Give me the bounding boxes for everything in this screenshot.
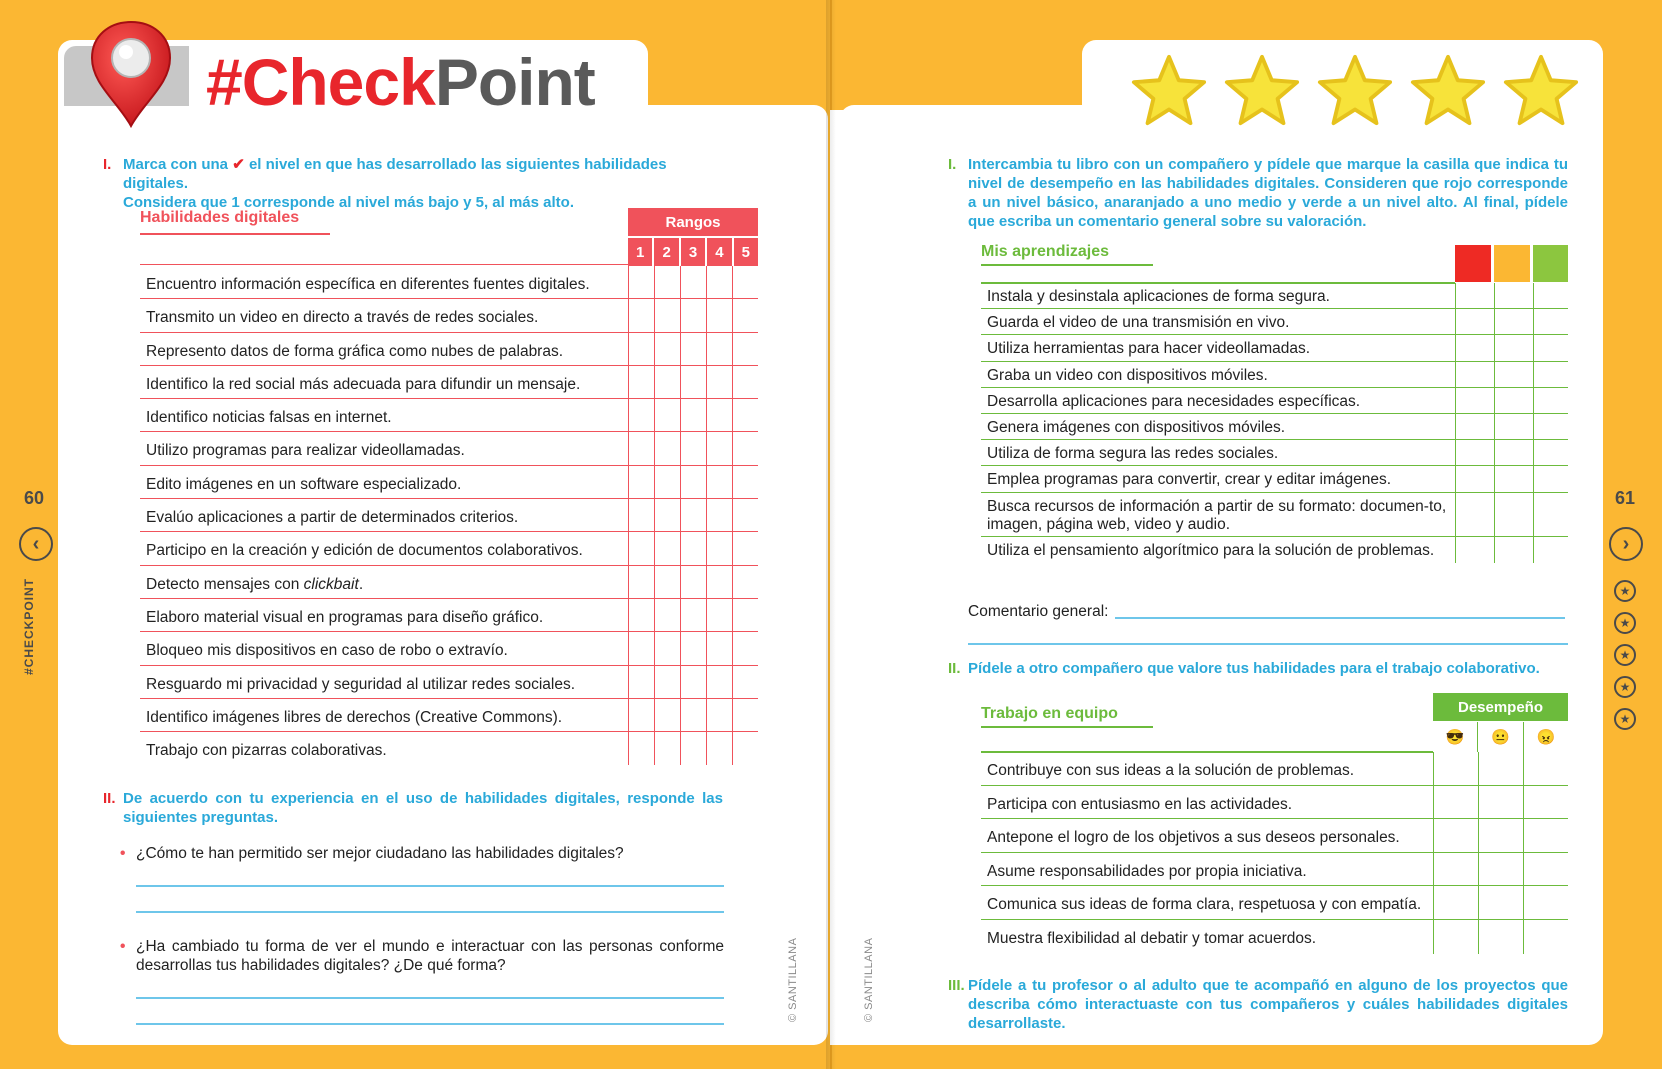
section-number: III. (948, 977, 965, 994)
rating-cell[interactable] (1455, 440, 1494, 465)
star-circle-icon[interactable]: ★ (1614, 708, 1636, 730)
rating-cell[interactable] (706, 666, 732, 698)
rating-cell[interactable] (732, 699, 758, 731)
question-2: • ¿Ha cambiado tu forma de ver el mundo e interactuar con las personas conforme desarrollas tus habilidades digitales? ¿De qué forma? (120, 938, 724, 974)
range-numbers-row (628, 238, 758, 266)
section-number: II. (948, 660, 961, 677)
rating-cell[interactable] (680, 699, 706, 731)
inner-page-edge (830, 110, 905, 1045)
next-page-button[interactable] (1609, 527, 1643, 561)
rating-cell[interactable] (1455, 388, 1494, 413)
rating-cell[interactable] (1533, 388, 1568, 413)
rating-cell[interactable] (1478, 920, 1523, 954)
skill-text: Represento datos de forma gráfica como nubes de palabras. (146, 342, 564, 360)
level-orange-box (1494, 245, 1530, 282)
rating-cell[interactable] (1494, 493, 1533, 536)
range-number: 5 (732, 238, 758, 266)
page-number-right: 61 (1615, 488, 1636, 508)
rating-cell[interactable] (1523, 853, 1568, 886)
rangos-header: Rangos (628, 208, 758, 236)
table-row (981, 283, 1568, 309)
table-row (981, 309, 1568, 335)
rating-cell[interactable] (706, 532, 732, 564)
star-circle-icon[interactable]: ★ (1614, 676, 1636, 698)
rating-cell[interactable] (628, 366, 654, 398)
rating-cell[interactable] (1523, 886, 1568, 919)
range-number: 1 (636, 243, 645, 261)
answer-line[interactable] (136, 1023, 724, 1025)
skills-table (140, 266, 758, 765)
table-header-label: Habilidades digitales (140, 209, 300, 226)
level-red-box (1455, 245, 1491, 282)
rating-cell[interactable] (654, 632, 680, 664)
skill-text: Desarrolla aplicaciones para necesidades específicas. (987, 392, 1361, 410)
rating-cell[interactable] (706, 333, 732, 365)
table-row (140, 632, 758, 665)
rating-cell[interactable] (732, 666, 758, 698)
rating-cell[interactable] (680, 299, 706, 331)
rating-cell[interactable] (654, 333, 680, 365)
rating-cell[interactable] (680, 432, 706, 464)
rating-cell[interactable] (706, 499, 732, 531)
rating-cell[interactable] (1433, 920, 1478, 954)
rating-cell[interactable] (706, 599, 732, 631)
rating-cell[interactable] (1494, 414, 1533, 439)
table-row (140, 399, 758, 432)
right-section-1-instructions: I. Intercambia tu libro con un compañero y pídele que marque la casilla que indica tu nivel de desempeño en las habilidades digitales. Consideren que rojo corresponde a un nivel básico, anaranjado a uno medio y verde a un nivel alto. Al final, pídele que escriba un comentario general sobre su valoración. (948, 156, 1568, 230)
table-row (140, 699, 758, 732)
rating-cell[interactable] (706, 632, 732, 664)
rating-cell[interactable] (732, 566, 758, 598)
rating-cell[interactable] (1433, 752, 1478, 785)
table-row (981, 466, 1568, 492)
right-section-2-instructions: II. Pídele a otro compañero que valore tus habilidades para el trabajo colaborativo. (948, 660, 1540, 677)
rating-cell[interactable] (1478, 752, 1523, 785)
star-icon (1409, 52, 1487, 128)
skill-text: Transmito un video en directo a través de redes sociales. (146, 309, 539, 327)
range-number: 2 (652, 238, 678, 266)
rating-cell[interactable] (1433, 886, 1478, 919)
level-green-box (1533, 245, 1568, 282)
rating-cell[interactable] (654, 432, 680, 464)
checkmark-icon: ✔ (232, 156, 245, 173)
rating-cell[interactable] (628, 333, 654, 365)
question-1: • ¿Cómo te han permitido ser mejor ciudadano las habilidades digitales? (120, 845, 624, 862)
rating-cell[interactable] (680, 366, 706, 398)
rating-cell[interactable] (654, 732, 680, 765)
rating-cell[interactable] (628, 299, 654, 331)
skill-text: Genera imágenes con dispositivos móviles. (987, 418, 1286, 436)
rating-cell[interactable] (1455, 335, 1494, 360)
rating-cell[interactable] (1533, 440, 1568, 465)
skill-text: Elaboro material visual en programas para diseño gráfico. (146, 608, 544, 626)
rating-cell[interactable] (732, 432, 758, 464)
table-row (140, 333, 758, 366)
section-number: II. (103, 790, 116, 807)
answer-line[interactable] (136, 885, 724, 887)
rating-cell[interactable] (628, 499, 654, 531)
rating-cell[interactable] (628, 532, 654, 564)
left-section-1-instructions: I. Marca con una ✔ el nivel en que has desarrollado las siguientes habilidades digitales. Considera que 1 corresponde al nivel más bajo y 5, al más alto. (103, 156, 667, 211)
table-row (981, 440, 1568, 466)
rating-cell[interactable] (1494, 283, 1533, 308)
rating-cell[interactable] (1533, 309, 1568, 334)
skill-text: Utilizo programas para realizar videollamadas. (146, 442, 465, 460)
rating-cell[interactable] (680, 466, 706, 498)
rating-cell[interactable] (654, 499, 680, 531)
skill-text: Instala y desinstala aplicaciones de forma segura. (987, 288, 1330, 305)
rating-cell[interactable] (654, 666, 680, 698)
skill-text: Resguardo mi privacidad y seguridad al utilizar redes sociales. (146, 675, 576, 693)
table-row (140, 466, 758, 499)
rating-cell[interactable] (1523, 786, 1568, 819)
rating-cell[interactable] (732, 532, 758, 564)
header-underline (981, 726, 1153, 728)
rating-cell[interactable] (1494, 362, 1533, 387)
publisher-credit-left: © SANTILLANA (787, 937, 799, 1022)
angry-face-icon: 😠 (1523, 722, 1568, 752)
rating-cell[interactable] (628, 699, 654, 731)
star-circle-icon[interactable]: ★ (1614, 612, 1636, 634)
comment-line[interactable] (1115, 617, 1565, 619)
section-number: I. (103, 156, 112, 173)
rating-cell[interactable] (1494, 309, 1533, 334)
rating-cell[interactable] (1533, 493, 1568, 536)
section-number: I. (948, 156, 957, 173)
rating-cell[interactable] (1523, 920, 1568, 954)
rating-cell[interactable] (1533, 414, 1568, 439)
rating-cell[interactable] (1478, 819, 1523, 852)
rating-cell[interactable] (732, 466, 758, 498)
rating-cell[interactable] (680, 599, 706, 631)
table-row (140, 499, 758, 532)
rating-cell[interactable] (706, 366, 732, 398)
rating-cell[interactable] (732, 399, 758, 431)
rating-cell[interactable] (680, 666, 706, 698)
table-row (981, 537, 1568, 563)
rating-cell[interactable] (1455, 466, 1494, 491)
rating-cell[interactable] (628, 266, 654, 298)
left-section-2-instructions: II. De acuerdo con tu experiencia en el uso de habilidades digitales, responde las siguientes preguntas. (103, 790, 723, 826)
rating-cell[interactable] (1455, 493, 1494, 536)
rating-cell[interactable] (680, 732, 706, 765)
rating-cell[interactable] (1455, 283, 1494, 308)
behavior-text: Antepone el logro de los objetivos a sus deseos personales. (987, 829, 1400, 847)
skill-text: Graba un video con dispositivos móviles. (987, 366, 1268, 384)
skill-text: Utiliza de forma segura las redes sociales. (987, 445, 1279, 463)
rating-cell[interactable] (680, 632, 706, 664)
rating-cell[interactable] (732, 499, 758, 531)
publisher-credit-right: © SANTILLANA (863, 937, 875, 1022)
range-number: 3 (679, 238, 705, 266)
behavior-text: Participa con entusiasmo en las actividades. (987, 795, 1292, 813)
table-row (140, 566, 758, 599)
table-row (981, 388, 1568, 414)
table-row (981, 752, 1568, 786)
table-row (981, 493, 1568, 537)
comment-line[interactable] (968, 643, 1568, 645)
rating-cell[interactable] (732, 632, 758, 664)
rating-cell[interactable] (1533, 283, 1568, 308)
skill-text: Utiliza herramientas para hacer videollamadas. (987, 340, 1311, 358)
rating-cell[interactable] (1494, 440, 1533, 465)
skill-text: Emplea programas para convertir, crear y editar imágenes. (987, 471, 1392, 489)
rating-cell[interactable] (1523, 752, 1568, 785)
skill-text: Detecto mensajes con clickbait. (146, 575, 364, 593)
skill-text: Identifico imágenes libres de derechos (Creative Commons). (146, 708, 563, 726)
star-icon (1502, 52, 1580, 128)
rating-cell[interactable] (654, 266, 680, 298)
skill-text: Identifico la red social más adecuada para difundir un mensaje. (146, 375, 581, 393)
rating-cell[interactable] (1494, 466, 1533, 491)
rating-cell[interactable] (732, 366, 758, 398)
trabajo-en-equipo-label: Trabajo en equipo (981, 705, 1118, 722)
table-row (140, 599, 758, 632)
rating-cell[interactable] (1533, 466, 1568, 491)
rating-cell[interactable] (680, 333, 706, 365)
header-underline (140, 233, 330, 235)
trabajo-en-equipo-table (981, 752, 1568, 954)
behavior-text: Asume responsabilidades por propia iniciativa. (987, 862, 1307, 880)
rating-cell[interactable] (1433, 819, 1478, 852)
skill-text: Edito imágenes en un software especializado. (146, 475, 462, 493)
rating-cell[interactable] (654, 599, 680, 631)
table-row (981, 786, 1568, 820)
skill-text: Evalúo aplicaciones a partir de determinados criterios. (146, 509, 519, 527)
rating-cell[interactable] (706, 466, 732, 498)
emoji-rating-row (1433, 722, 1568, 752)
answer-line[interactable] (136, 997, 724, 999)
behavior-text: Muestra flexibilidad al debatir y tomar acuerdos. (987, 929, 1317, 947)
rating-cell[interactable] (654, 466, 680, 498)
rating-cell[interactable] (680, 499, 706, 531)
rating-cell[interactable] (1455, 362, 1494, 387)
header-underline (981, 264, 1153, 266)
skill-text: Bloqueo mis dispositivos en caso de robo o extravío. (146, 642, 508, 660)
rating-cell[interactable] (628, 666, 654, 698)
table-row (140, 666, 758, 699)
rating-cell[interactable] (1523, 819, 1568, 852)
table-row (140, 266, 758, 299)
right-section-3-instructions: III. Pídele a tu profesor o al adulto que te acompañó en alguno de los proyectos que describa cómo interactuaste con tus compañeros y cuáles habilidades digitales desarrollaste. (948, 977, 1568, 1032)
star-icon (1223, 52, 1301, 128)
rating-cell[interactable] (628, 432, 654, 464)
rating-cell[interactable] (654, 299, 680, 331)
table-row (981, 920, 1568, 954)
desempeno-header: Desempeño (1433, 693, 1568, 721)
mis-aprendizajes-label: Mis aprendizajes (981, 243, 1110, 260)
rating-cell[interactable] (654, 399, 680, 431)
cool-face-icon: 😎 (1445, 729, 1465, 746)
rating-cell[interactable] (1478, 886, 1523, 919)
table-row (981, 819, 1568, 853)
rating-cell[interactable] (680, 566, 706, 598)
rating-cell[interactable] (628, 599, 654, 631)
rating-cell[interactable] (1455, 309, 1494, 334)
rating-cell[interactable] (732, 299, 758, 331)
skill-text: Trabajo con pizarras colaborativas. (146, 742, 387, 760)
star-icon (1316, 52, 1394, 128)
rating-cell[interactable] (1533, 362, 1568, 387)
rating-cell[interactable] (706, 699, 732, 731)
star-circle-icon[interactable]: ★ (1614, 580, 1636, 602)
skill-text: Busca recursos de información a partir de su formato: documen-to, imagen, página web, video y audio. (987, 497, 1447, 533)
rating-cell[interactable] (680, 266, 706, 298)
table-row (140, 366, 758, 399)
rating-cell[interactable] (1494, 537, 1533, 563)
range-number: 4 (705, 238, 731, 266)
table-row (140, 432, 758, 465)
rating-cell[interactable] (654, 699, 680, 731)
rating-cell[interactable] (654, 532, 680, 564)
table-row (981, 853, 1568, 887)
page-number-left: 60 (24, 488, 45, 508)
rating-cell[interactable] (1494, 335, 1533, 360)
side-star-nav (1614, 580, 1638, 740)
comment-label: Comentario general: (968, 603, 1109, 620)
gutter-shadow (826, 0, 836, 1069)
rating-cell[interactable] (732, 266, 758, 298)
chevron-right-icon: › (1622, 532, 1630, 555)
table-row (140, 732, 758, 765)
table-row (140, 299, 758, 332)
rating-cell[interactable] (706, 432, 732, 464)
rating-cell[interactable] (628, 632, 654, 664)
rating-cell[interactable] (732, 732, 758, 765)
skill-text: Guarda el video de una transmisión en vivo. (987, 314, 1290, 332)
header-divider (140, 264, 630, 265)
table-row (140, 532, 758, 565)
rating-cell[interactable] (1478, 786, 1523, 819)
rating-cell[interactable] (732, 333, 758, 365)
skill-text: Identifico noticias falsas en internet. (146, 409, 392, 427)
behavior-text: Comunica sus ideas de forma clara, respetuosa y con empatía. (987, 896, 1422, 914)
rating-cell[interactable] (654, 566, 680, 598)
chevron-left-icon: ‹ (32, 532, 40, 555)
rating-cell[interactable] (706, 266, 732, 298)
table-row (981, 362, 1568, 388)
rating-cell[interactable] (1478, 853, 1523, 886)
star-icon (1130, 52, 1208, 128)
rating-cell[interactable] (1533, 335, 1568, 360)
skill-text: Participo en la creación y edición de documentos colaborativos. (146, 542, 583, 560)
rating-cell[interactable] (628, 466, 654, 498)
rating-stars (1130, 52, 1580, 132)
neutral-face-icon: 😐 (1477, 722, 1522, 752)
page-title: #CheckPoint (206, 45, 595, 119)
rating-cell[interactable] (628, 566, 654, 598)
side-checkpoint-label: #CHECKPOINT (22, 577, 36, 675)
table-row (981, 335, 1568, 361)
rating-cell[interactable] (1533, 537, 1568, 563)
rating-cell[interactable] (1433, 786, 1478, 819)
skill-text: Encuentro información específica en diferentes fuentes digitales. (146, 276, 590, 293)
table-row (981, 886, 1568, 920)
rating-cell[interactable] (1433, 853, 1478, 886)
rating-cell[interactable] (732, 599, 758, 631)
rating-cell[interactable] (1494, 388, 1533, 413)
rating-cell[interactable] (680, 399, 706, 431)
skill-text: Utiliza el pensamiento algorítmico para la solución de problemas. (987, 541, 1435, 559)
rating-cell[interactable] (1455, 414, 1494, 439)
rating-cell[interactable] (1455, 537, 1494, 563)
behavior-text: Contribuye con sus ideas a la solución de problemas. (987, 762, 1355, 779)
table-row (981, 414, 1568, 440)
rating-cell[interactable] (706, 732, 732, 765)
star-circle-icon[interactable]: ★ (1614, 644, 1636, 666)
mis-aprendizajes-table (981, 283, 1568, 563)
rating-cell[interactable] (706, 566, 732, 598)
rating-cell[interactable] (628, 399, 654, 431)
rating-cell[interactable] (706, 299, 732, 331)
answer-line[interactable] (136, 911, 724, 913)
rating-cell[interactable] (654, 366, 680, 398)
prev-page-button[interactable] (19, 527, 53, 561)
location-pin-icon (88, 18, 174, 130)
rating-cell[interactable] (680, 532, 706, 564)
rating-cell[interactable] (628, 732, 654, 765)
rating-cell[interactable] (706, 399, 732, 431)
